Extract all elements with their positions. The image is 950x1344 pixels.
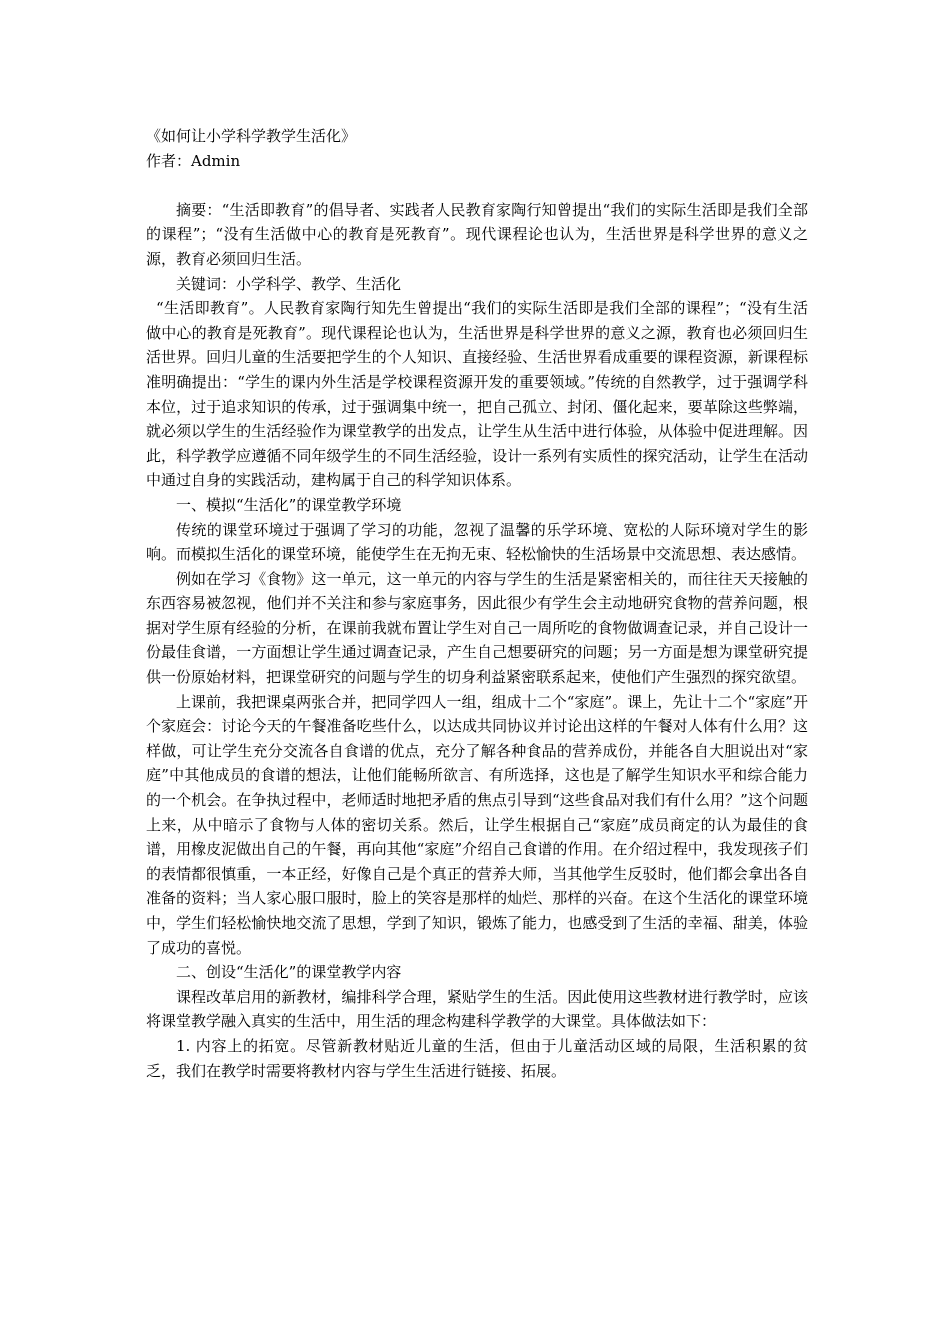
document-page bbox=[146, 124, 808, 1083]
keywords-line: 关键词：小学科学、教学、生活化 bbox=[176, 274, 402, 293]
abstract-paragraph: 摘要：“生活即教育”的倡导者、实践者人民教育家陶行知曾提出“我们的实际生活即是我们全部的课程”；“没有生活做中心的教育是死教育”。现代课程论也认为，生活世界是科学世界的意义之源，教育必须回归生活。 bbox=[146, 200, 808, 268]
section-1-heading: 一、模拟“生活化”的课堂教学环境 bbox=[176, 495, 402, 514]
section-1-paragraph-3: 上课前，我把课桌两张合并，把同学四人一组，组成十二个“家庭”。课上，先让十二个“家庭”开个家庭会：讨论今天的午餐准备吃些什么，以达成共同协议并讨论出这样的午餐对人体有什么用？这样做，可让学生充分交流各自食谱的优点，充分了解各种食品的营养成份，并能各自大胆说出对“家庭”中其他成员的食谱的想法，让他们能畅所欲言、有所选择，这也是了解学生知识水平和综合能力的一个机会。在争执过程中，老师适时地把矛盾的焦点引导到“这些食品对我们有什么用？”这个问题上来，从中暗示了食物与人体的密切关系。然后，让学生根据自己“家庭”成员商定的认为最佳的食谱，用橡皮泥做出自己的午餐，再向其他“家庭”介绍自己食谱的作用。在介绍过程中，我发现孩子们的表情都很慎重，一本正经，好像自己是个真正的营养大师，当其他学生反驳时，他们都会拿出各自准备的资料；当人家心服口服时，脸上的笑容是那样的灿烂、那样的兴奋。在这个生活化的课堂环境中，学生们轻松愉快地交流了思想，学到了知识，锻炼了能力，也感受到了生活的幸福、甜美，体验了成功的喜悦。 bbox=[146, 692, 808, 957]
section-1-paragraph-2: 例如在学习《食物》这一单元，这一单元的内容与学生的生活是紧密相关的，而往往天天接触的东西容易被忽视，他们并不关注和参与家庭事务，因此很少有学生会主动地研究食物的营养问题，根据对学生原有经验的分析，在课前我就布置让学生对自己一周所吃的食物做调查记录，并自己设计一份最佳食谱，一方面想让学生通过调查记录，产生自己想要研究的问题；另一方面是想为课堂研究提供一份原始材料，把课堂研究的问题与学生的切身利益紧密联系起来，使他们产生强烈的探究欲望。 bbox=[146, 569, 808, 687]
section-2-heading: 二、创设“生活化”的课堂教学内容 bbox=[176, 963, 402, 982]
document-title: 《如何让小学科学教学生活化》 bbox=[146, 127, 357, 145]
document-author: 作者：Admin bbox=[146, 151, 241, 170]
intro-paragraph: “生活即教育”。人民教育家陶行知先生曾提出“我们的实际生活即是我们全部的课程”；“没有生活做中心的教育是死教育”。现代课程论也认为，生活世界是科学世界的意义之源，教育也必须回归生活世界。回归儿童的生活要把学生的个人知识、直接经验、生活世界看成重要的课程资源，新课程标准明确提出：“学生的课内外生活是学校课程资源开发的重要领域。”传统的自然教学，过于强调学科本位，过于追求知识的传承，过于强调集中统一，把自己孤立、封闭、僵化起来，要革除这些弊端，就必须以学生的生活经验作为课堂教学的出发点，让学生从生活中进行体验，从体验中促进理解。因此，科学教学应遵循不同年级学生的不同生活经验，设计一系列有实质性的探究活动，让学生在活动中通过自身的实践活动，建构属于自己的科学知识体系。 bbox=[146, 299, 808, 490]
section-1-paragraph-1: 传统的课堂环境过于强调了学习的功能，忽视了温馨的乐学环境、宽松的人际环境对学生的影响。而模拟生活化的课堂环境，能使学生在无拘无束、轻松愉快的生活场景中交流思想、表达感情。 bbox=[146, 520, 808, 564]
section-2-paragraph-1: 课程改革启用的新教材，编排科学合理，紧贴学生的生活。因此使用这些教材进行教学时，应该将课堂教学融入真实的生活中，用生活的理念构建科学教学的大课堂。具体做法如下： bbox=[146, 987, 808, 1031]
section-2-paragraph-2: 1. 内容上的拓宽。尽管新教材贴近儿童的生活，但由于儿童活动区域的局限，生活积累的贫乏，我们在教学时需要将教材内容与学生生活进行链接、拓展。 bbox=[146, 1036, 808, 1080]
blank-line bbox=[146, 173, 808, 198]
